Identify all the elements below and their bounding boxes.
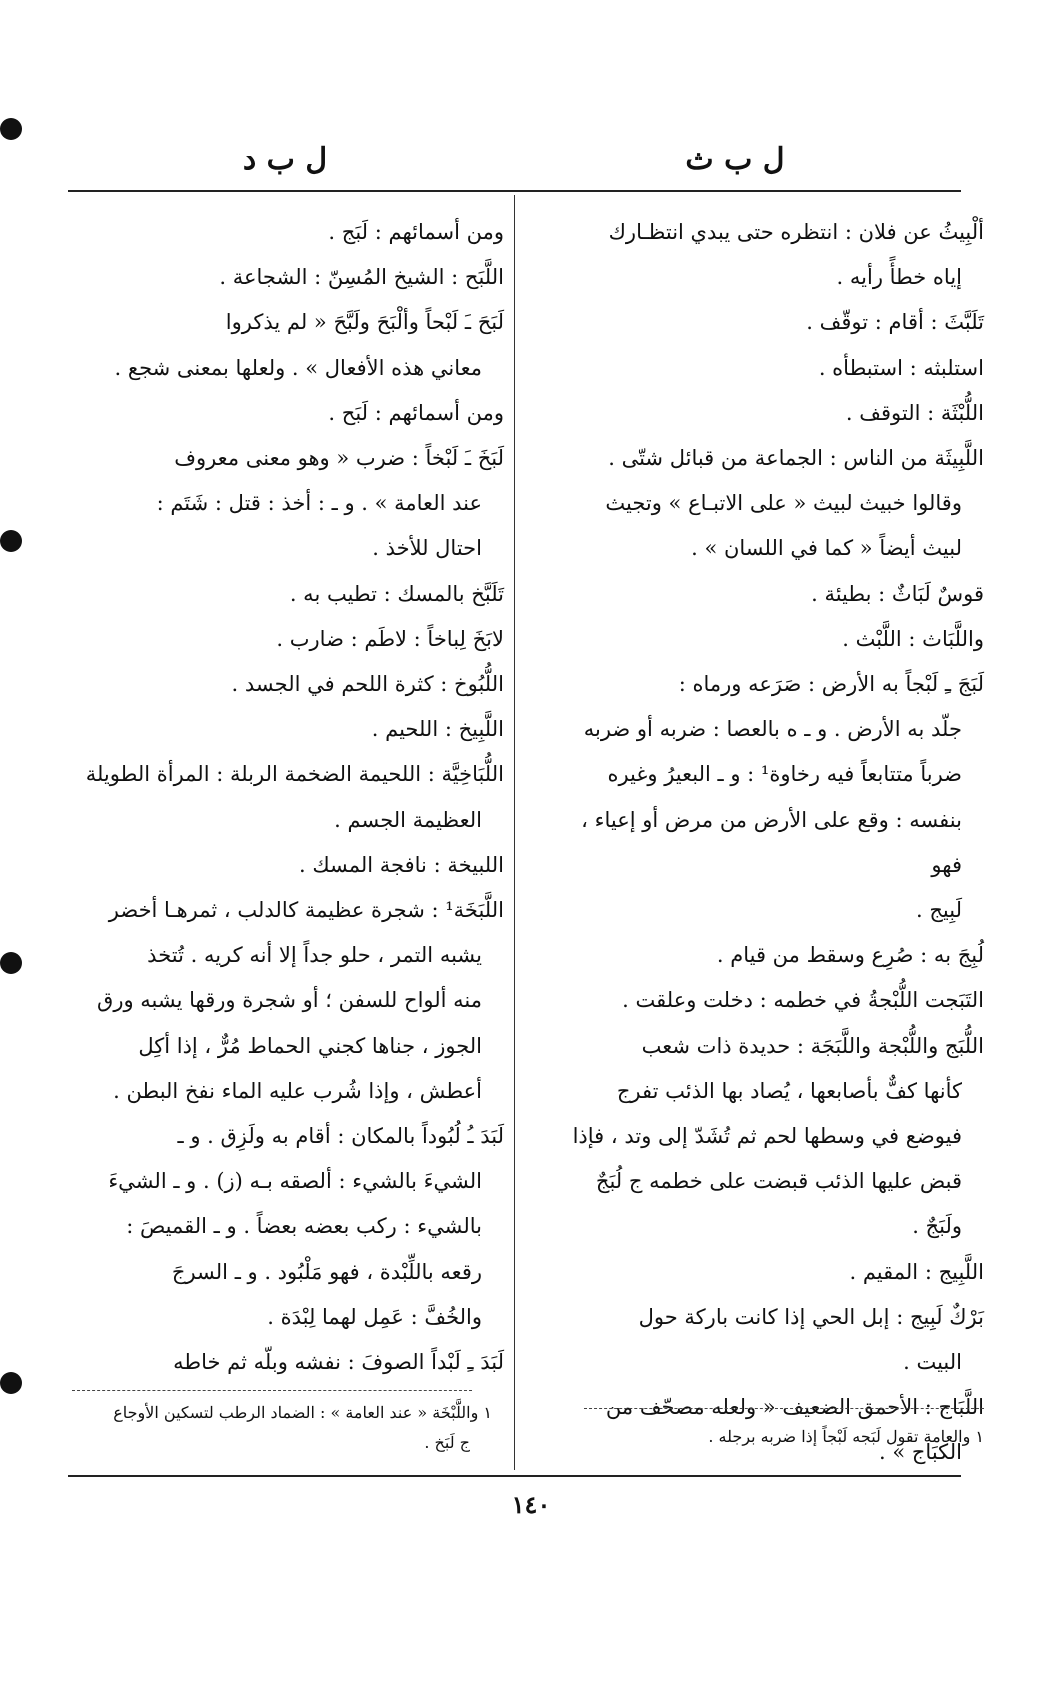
entry-line: اللَّبِيخ : اللحيم . — [371, 717, 504, 742]
page-number: ١٤٠ — [511, 1490, 551, 1519]
entry-line: فيوضع في وسطها لحم ثم تُشَدّ إلى وتد ، فإذا — [572, 1124, 962, 1149]
entry-line: الكبَاج » . — [879, 1440, 962, 1465]
entry-line: اللبيخة : نافجة المسك . — [298, 852, 504, 877]
left-column — [72, 210, 504, 1385]
binding-mark-4 — [0, 1372, 22, 1394]
header-left-root: ل ب د — [242, 142, 328, 177]
entry-line: لَبَحَ ـَ لَبْحاً وألْبَحَ ولَبَّحَ « لم يذكروا — [225, 310, 504, 335]
entry-line: أعطش ، وإذا شُرب عليه الماء نفخ البطن . — [113, 1078, 482, 1103]
entry-line: لَبِيج . — [916, 898, 962, 923]
entry-line: ولَبَجٌ . — [912, 1214, 962, 1239]
entry-line: ضرباً متتابعاً فيه رخاوة¹ : و ـ البعيرُ وغيره — [607, 762, 962, 787]
entry-line: والخُفَّ : عَمِل لهما لِبْدَة . — [267, 1304, 482, 1329]
footnote-right: ١ والعامة تقول لَبَجه لَبْجاً إذا ضربه برجله . — [708, 1427, 984, 1446]
entry-line: ألْبِيثُ عن فلان : انتظره حتى يبدي انتظـارك — [608, 220, 984, 244]
entry-line: رقعه باللِّبْدة ، فهو مَلْبُود . و ـ السرجَ — [171, 1259, 482, 1284]
entry-line: لابَخَ لِباخاً : لاطَم : ضارب . — [276, 626, 504, 651]
entry-line: احتال للأخذ . — [372, 536, 482, 561]
entry-line: لَبَدَ ـِ لَبْداً الصوفَ : نفشه وبلّه ثم خاطه — [173, 1350, 504, 1375]
footnote-rule-left — [72, 1390, 472, 1391]
entry-line: قوسٌ لَبَاثٌ : بطيئة . — [811, 581, 984, 606]
entry-line: اللُّبُوخ : كثرة اللحم في الجسد . — [231, 672, 504, 697]
entry-line: الشيءَ بالشيء : ألصقه بـه (ز) . و ـ الشيءَ — [108, 1169, 482, 1194]
entry-line: جلّد به الأرض . و ـ ه بالعصا : ضربه أو ضربه — [583, 717, 962, 742]
entry-line: معاني هذه الأفعال » . ولعلها بمعنى شجع . — [114, 355, 482, 380]
entry-line: عند العامة » . و ـ : أخذ : قتل : شَتَم : — [156, 491, 482, 516]
entry-line: وقالوا خبيث لبيث « على الاتبـاع » وتجيث — [605, 491, 962, 516]
entry-line: يشبه التمر ، حلو جداً إلا أنه كريه . تُتخذ — [147, 943, 482, 968]
entry-line: تَلَبَّخ بالمسك : تطيب به . — [289, 581, 504, 606]
entry-line: العظيمة الجسم . — [334, 807, 482, 832]
entry-line: منه ألواح للسفن ؛ أو شجرة ورقها يشبه ورق — [97, 988, 482, 1013]
entry-line: اللَّبَخَة¹ : شجرة عظيمة كالدلب ، ثمرهـا أخضر — [108, 898, 504, 923]
binding-mark-1 — [0, 118, 22, 140]
entry-line: التَبَجت اللُّبْجةُ في خطمه : دخلت وعلقت . — [622, 988, 984, 1013]
footnote-left-line: ج لَبَخ . — [424, 1433, 470, 1452]
entry-line: واللَّبَاث : اللَّبْث . — [842, 626, 984, 651]
entry-line: تَلَبَّثَ : أقام : توقّف . — [806, 310, 984, 335]
entry-line: استلبثه : استبطأه . — [818, 355, 984, 380]
entry-line: كأنها كفٌّ بأصابعها ، يُصاد بها الذئب تفرج — [616, 1078, 962, 1103]
entry-line: لَبَدَ ـُ لُبُوداً بالمكان : أقام به ولَزِق . و ـ — [177, 1124, 504, 1149]
binding-mark-3 — [0, 952, 22, 974]
entry-line: ومن أسمائهم : لَبَح . — [328, 400, 504, 425]
entry-line: لَبَخَ ـَ لَبْخاً : ضرب « وهو معنى معروف — [174, 446, 504, 471]
header-right-root: ل ب ث — [685, 142, 785, 177]
entry-line: ومن أسمائهم : لَبَج . — [328, 220, 504, 244]
entry-line: إياه خطأً رأيه . — [836, 265, 962, 290]
footnote-rule-right — [584, 1408, 984, 1409]
page-header — [60, 142, 960, 182]
entry-line: بنفسه : وقع على الأرض من مرض أو إعياء ، فهو — [581, 807, 962, 877]
entry-line: اللُّبْثَة : التوقف . — [845, 400, 984, 425]
entry-line: اللُّبَج واللُّبْجة واللَّبَجَة : حديدة ذات شعب — [641, 1033, 984, 1058]
entry-line: بالشيء : ركب بعضه بعضاً . و ـ القميصَ : — [126, 1214, 482, 1239]
entry-line: اللَّبَح : الشيخ المُسِنّ : الشجاعة . — [219, 265, 504, 290]
entry-line: لبيث أيضاً « كما في اللسان » . — [691, 536, 962, 561]
entry-line: اللَّبِيج : المقيم . — [849, 1259, 984, 1284]
entry-line: اللَّبَاج : الأحمق الضعيف « ولعله مصحّف من — [605, 1395, 984, 1420]
binding-mark-2 — [0, 530, 22, 552]
entry-line: بَرْكٌ لَبِيج : إبل الحي إذا كانت باركة حول — [638, 1304, 984, 1329]
entry-line: اللَّبِيثَة من الناس : الجماعة من قبائل شتّى . — [608, 446, 984, 471]
entry-line: لَبَجَ ـِ لَبْجاً به الأرض : صَرَعه ورماه : — [678, 672, 984, 697]
right-column — [552, 210, 984, 1476]
entry-line: البيت . — [903, 1350, 962, 1375]
entry-line: اللُّبَاخِيَّة : اللحيمة الضخمة الربلة : المرأة الطويلة — [85, 762, 504, 787]
column-divider — [514, 195, 515, 1470]
entry-line: قبض عليها الذئب قبضت على خطمه ج لُبَجٌ — [595, 1169, 962, 1194]
entry-line: الجوز ، جناها كجني الحماط مُرٌّ ، إذا أكِل — [138, 1033, 482, 1058]
footer-rule — [68, 1475, 961, 1477]
entry-line: لُبِجَ به : صُرِع وسقط من قيام . — [716, 943, 984, 968]
footnote-left-line: ١ واللَّبْخَة « عند العامة » : الضماد الرطب لتسكين الأوجاع — [113, 1403, 492, 1422]
footnote-left — [72, 1398, 492, 1458]
header-rule — [68, 190, 961, 192]
